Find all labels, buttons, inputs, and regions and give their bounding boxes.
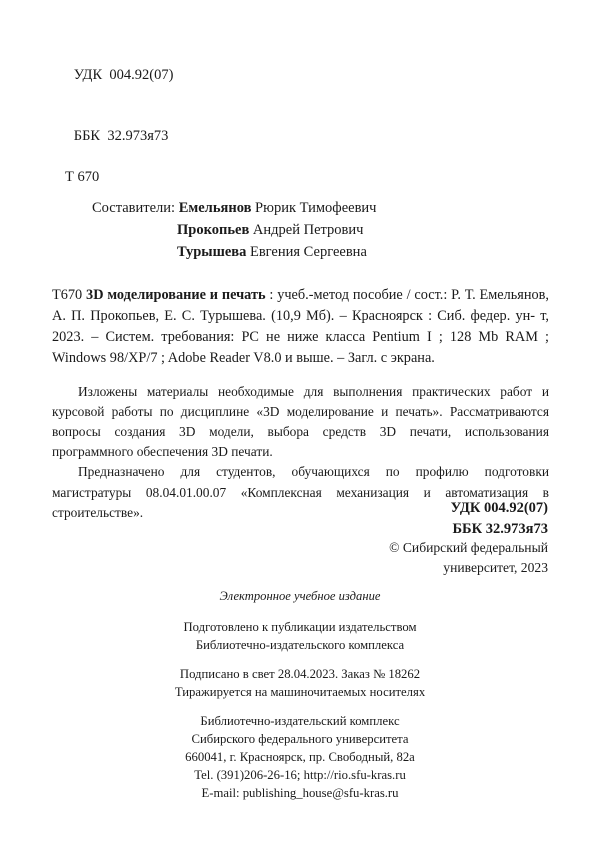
udk-label: УДК <box>73 66 103 83</box>
prepared-line-2: Библиотечно-издательского комплекса <box>195 637 405 652</box>
compiler-name-3: Евгения Сергеевна <box>249 243 367 260</box>
bib-index: Т670 <box>52 287 83 303</box>
compiler-name-1: Рюрик Тимофеевич <box>255 200 377 216</box>
copyright-block <box>389 538 548 577</box>
classification-codes <box>52 44 173 188</box>
annotation-paragraph-1: Изложены материалы необходимые для выполнения практических работ и курсовой работы по дисциплине «3D моделирование и печать». Рассматриваются вопросы создания 3D модели, выбора средств 3D печати, использования программного обеспечения 3D печати. <box>52 384 549 460</box>
bbk-repeat: ББК 32.973я73 <box>452 521 548 538</box>
compiler-name-2: Андрей Петрович <box>252 221 364 238</box>
bbk-value: 32.973я73 <box>107 128 169 145</box>
udk-line <box>52 44 173 106</box>
compiler-surname-2: Прокопьев <box>177 221 250 238</box>
compilers-block <box>92 198 376 263</box>
udk-repeat: УДК 004.92(07) <box>450 500 548 516</box>
compiler-row-2 <box>92 220 376 242</box>
compilers-label: Составители: <box>92 200 176 216</box>
colophon-block <box>0 588 600 802</box>
publisher-line-2: Сибирского федерального университета <box>191 732 409 747</box>
bibliographic-description <box>52 285 549 369</box>
publisher-line-4: Tel. (391)206-26-16; http://rio.sfu-kras.ru <box>194 768 406 783</box>
bib-title: 3D моделирование и печать <box>86 287 266 303</box>
bbk-line <box>52 106 173 168</box>
classification-codes-repeat <box>451 498 548 540</box>
prepared-line-1: Подготовлено к публикации издательством <box>183 619 417 634</box>
publisher-line-5: E-mail: publishing_house@sfu-kras.ru <box>201 786 399 801</box>
publisher-line-1: Библиотечно-издательский комплекс <box>200 714 400 728</box>
signed-line-1: Подписано в свет 28.04.2023. Заказ № 18262 <box>179 666 421 681</box>
t-code-line: Т 670 <box>65 169 100 186</box>
udk-value: 004.92(07) <box>109 66 174 83</box>
signed-line-2: Тиражируется на машиночитаемых носителях <box>174 684 426 699</box>
copyright-line-1: © Сибирский федеральный <box>389 540 548 555</box>
copyright-line-2: университет, 2023 <box>443 559 548 575</box>
prepared-by-group <box>0 618 600 654</box>
bbk-label: ББК <box>73 128 101 145</box>
compiler-surname-3: Турышева <box>177 243 247 260</box>
annotation-paragraph-2: Предназначено для студентов, обучающихся по профилю подготовки магистратуры 08.04.01.00.07 «Комплексная механизация и автоматизация в строительстве». <box>52 464 549 520</box>
bib-details: : учеб.-метод пособие / сост.: Р. Т. Емельянов, А. П. Прокопьев, Е. С. Турышева. (10,9 Мб). – Красноярск : Сиб. федер. ун- т, 2023. – Систем. требования: PC не ниже класса Pentium I ; 128 Mb RAM ; Windows 98/XP/7 ; Adobe Reader V8.0 и выше. – Загл. с экрана. <box>52 287 549 367</box>
publisher-line-3: 660041, г. Красноярск, пр. Свободный, 82а <box>185 750 415 765</box>
signed-group <box>0 665 600 701</box>
edition-type: Электронное учебное издание <box>219 589 381 603</box>
publisher-group <box>0 712 600 802</box>
compiler-surname-1: Емельянов <box>178 200 252 216</box>
compiler-row-1 <box>92 198 376 220</box>
compiler-row-3 <box>92 242 376 264</box>
